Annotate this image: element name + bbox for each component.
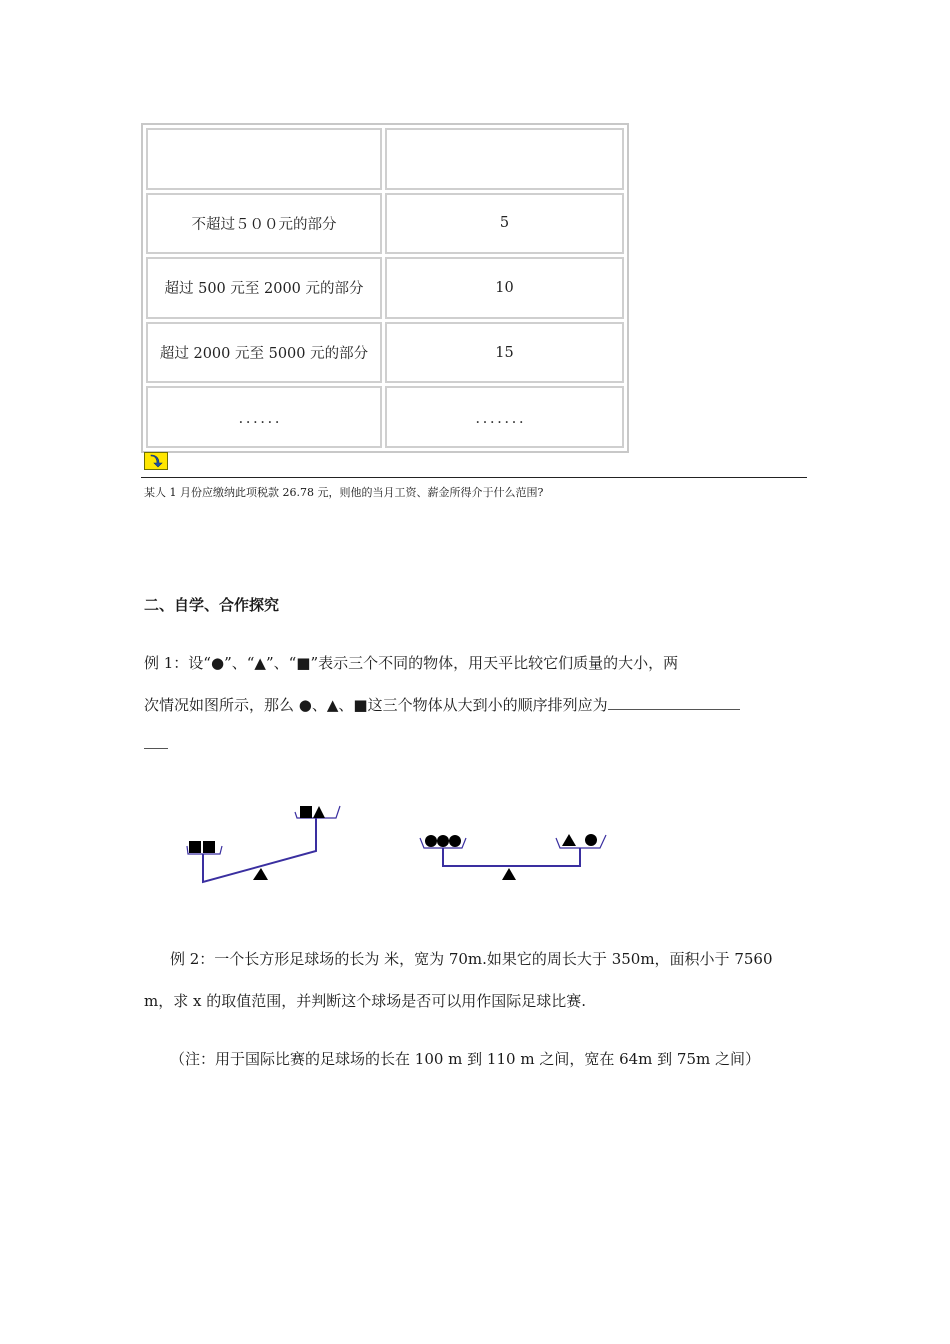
- example2-line2: m，求 x 的取值范围，并判断这个球场是否可以用作国际足球比赛.: [144, 992, 586, 1010]
- triangle-shape: [313, 806, 325, 818]
- square-shape: [203, 841, 215, 853]
- balance-level: [420, 834, 606, 880]
- triangle-shape: [562, 834, 576, 846]
- pan-right: [556, 835, 606, 848]
- balance-left-tilted: [187, 806, 340, 882]
- table-cell-range: 超过 500 元至 2000 元的部分: [146, 257, 382, 319]
- table-cell-rate: 5: [385, 193, 624, 255]
- example1-line1: 例 1：设“●”、“▲”、“■”表示三个不同的物体，用天平比较它们质量的大小，两: [144, 654, 679, 672]
- note-text: （注：用于国际比赛的足球场的长在 100 m 到 110 m 之间，宽在 64m 到 75m 之间）: [170, 1050, 761, 1068]
- table-cell-range: 超过 2000 元至 5000 元的部分: [146, 322, 382, 384]
- table-cell-rate: 10: [385, 257, 624, 319]
- table-cell-range: 不超过５００元的部分: [146, 193, 382, 255]
- table-cell-range: ．．．．．．: [146, 386, 382, 448]
- example2-line1: 例 2：一个长方形足球场的长为 米，宽为 70m.如果它的周长大于 350m，面积小于 7560: [170, 950, 773, 968]
- circle-shape: [585, 834, 597, 846]
- table-cell-rate: 15: [385, 322, 624, 384]
- question-text: 某人 1 月份应缴纳此项税款 26.78 元，则他的当月工资、薪金所得介于什么范围?: [144, 486, 544, 499]
- example1-line2-text: 次情况如图所示，那么 ●、▲、■这三个物体从大到小的顺序排列应为: [144, 696, 608, 714]
- section-title: 二、自学、合作探究: [144, 596, 280, 614]
- circle-shape: [437, 835, 449, 847]
- fulcrum-triangle: [502, 868, 516, 880]
- table-cell-rate: ．．．．．．．: [385, 386, 624, 448]
- square-shape: [300, 806, 312, 818]
- fulcrum-triangle: [253, 868, 268, 880]
- balance-beam: [443, 848, 580, 866]
- circle-shape: [425, 835, 437, 847]
- square-shape: [189, 841, 201, 853]
- circle-shape: [449, 835, 461, 847]
